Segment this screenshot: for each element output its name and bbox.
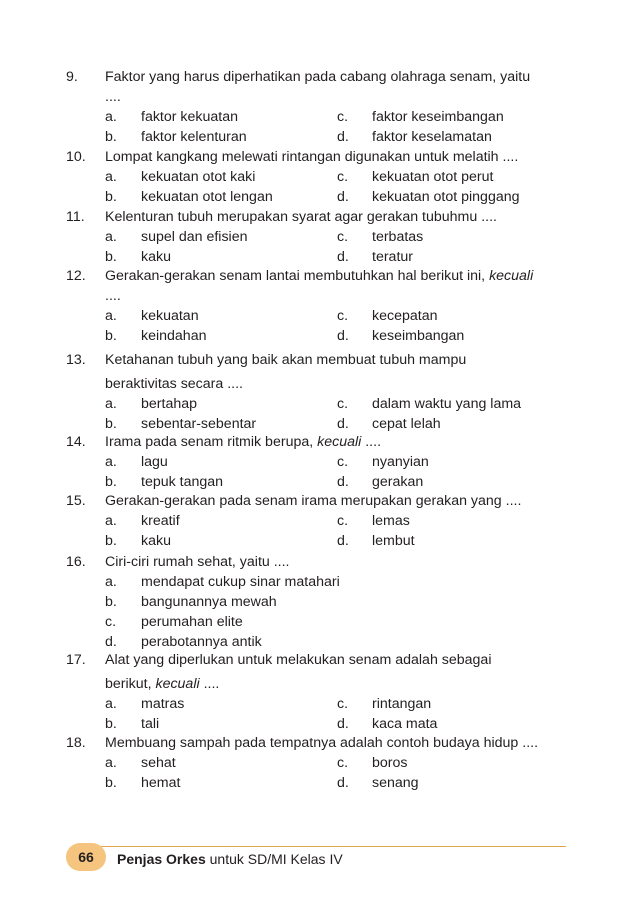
option-text: kekuatan <box>141 308 199 324</box>
question-stem: Gerakan-gerakan senam lantai membutuhkan hal berikut ini, kecuali <box>105 268 534 284</box>
option-text: kekuatan otot kaki <box>141 169 256 185</box>
footer-book-title <box>117 849 343 869</box>
option-letter: b. <box>105 328 117 344</box>
question-stem: Irama pada senam ritmik berupa, kecuali .... <box>105 434 382 450</box>
question-16 <box>0 552 638 652</box>
option-letter: d. <box>337 474 349 490</box>
option-text: terbatas <box>372 229 424 245</box>
option-text: faktor keseimbangan <box>372 109 504 125</box>
option-text: faktor kekuatan <box>141 109 239 125</box>
question-stem: Membuang sampah pada tempatnya adalah contoh budaya hidup .... <box>105 735 539 751</box>
option-text: boros <box>372 755 408 771</box>
question-stem-continued: beraktivitas secara .... <box>105 376 243 392</box>
option-letter: a. <box>105 109 117 125</box>
footer-divider <box>98 846 566 847</box>
question-14 <box>0 432 638 492</box>
question-number: 16. <box>66 554 86 570</box>
question-stem: Ketahanan tubuh yang baik akan membuat tubuh mampu <box>105 352 467 368</box>
option-letter: c. <box>337 169 349 185</box>
option-letter: a. <box>105 696 117 712</box>
question-11 <box>0 207 638 267</box>
page-number-badge: 66 <box>66 843 106 871</box>
emphasis-word: kecuali <box>317 434 362 450</box>
question-stem-continued: .... <box>105 288 121 304</box>
question-number: 11. <box>66 209 85 225</box>
option-letter: a. <box>105 308 117 324</box>
book-subtitle: untuk SD/MI Kelas IV <box>205 851 343 867</box>
option-letter: a. <box>105 169 117 185</box>
question-number: 13. <box>66 352 86 368</box>
option-text: tali <box>141 716 160 732</box>
question-stem: Kelenturan tubuh merupakan syarat agar gerakan tubuhmu .... <box>105 209 497 225</box>
option-letter: a. <box>105 513 117 529</box>
question-stem: Lompat kangkang melewati rintangan digunakan untuk melatih .... <box>105 149 519 165</box>
question-number: 17. <box>66 652 86 668</box>
option-text: mendapat cukup sinar matahari <box>141 574 340 590</box>
option-text: sebentar-sebentar <box>141 416 257 432</box>
option-letter: b. <box>105 533 117 549</box>
option-letter: c. <box>337 513 349 529</box>
option-text: kekuatan otot pinggang <box>372 189 520 205</box>
emphasis-word: kecuali <box>489 268 534 284</box>
option-text: senang <box>372 775 419 791</box>
question-stem: Alat yang diperlukan untuk melakukan senam adalah sebagai <box>105 652 492 668</box>
option-letter: c. <box>337 454 349 470</box>
option-letter: c. <box>105 614 117 630</box>
option-text: lembut <box>372 533 415 549</box>
question-number: 14. <box>66 434 86 450</box>
emphasis-word: kecuali <box>155 676 200 692</box>
question-stem: Gerakan-gerakan pada senam irama merupakan gerakan yang .... <box>105 493 522 509</box>
question-12 <box>0 266 638 346</box>
option-text: rintangan <box>372 696 432 712</box>
option-text: lemas <box>372 513 410 529</box>
option-letter: d. <box>105 634 117 650</box>
option-text: faktor keselamatan <box>372 129 492 145</box>
option-text: perumahan elite <box>141 614 243 630</box>
question-9 <box>0 67 638 147</box>
option-letter: b. <box>105 474 117 490</box>
option-text: teratur <box>372 249 414 265</box>
option-letter: d. <box>337 129 349 145</box>
option-text: kekuatan otot perut <box>372 169 494 185</box>
option-letter: a. <box>105 454 117 470</box>
option-letter: c. <box>337 696 349 712</box>
option-text: matras <box>141 696 185 712</box>
option-letter: a. <box>105 755 117 771</box>
option-letter: d. <box>337 189 349 205</box>
question-stem: Ciri-ciri rumah sehat, yaitu .... <box>105 554 290 570</box>
option-text: kekuatan otot lengan <box>141 189 273 205</box>
option-letter: b. <box>105 775 117 791</box>
question-13 <box>0 350 638 434</box>
question-number: 10. <box>66 149 86 165</box>
question-15 <box>0 491 638 551</box>
option-text: tepuk tangan <box>141 474 224 490</box>
option-letter: a. <box>105 396 117 412</box>
option-letter: c. <box>337 396 349 412</box>
option-text: supel dan efisien <box>141 229 248 245</box>
option-text: keindahan <box>141 328 207 344</box>
question-number: 18. <box>66 735 86 751</box>
option-text: kaku <box>141 533 171 549</box>
question-number: 12. <box>66 268 86 284</box>
question-17 <box>0 650 638 734</box>
option-letter: b. <box>105 416 117 432</box>
option-letter: c. <box>337 109 349 125</box>
option-letter: a. <box>105 229 117 245</box>
option-text: dalam waktu yang lama <box>372 396 522 412</box>
option-letter: b. <box>105 129 117 145</box>
option-text: gerakan <box>372 474 424 490</box>
option-letter: d. <box>337 328 349 344</box>
question-stem-continued: .... <box>105 89 121 105</box>
question-10 <box>0 147 638 207</box>
option-letter: a. <box>105 574 117 590</box>
option-text: kaku <box>141 249 171 265</box>
option-text: bangunannya mewah <box>141 594 277 610</box>
option-letter: c. <box>337 755 349 771</box>
option-letter: d. <box>337 249 349 265</box>
option-text: kaca mata <box>372 716 438 732</box>
book-title: Penjas Orkes <box>117 851 206 867</box>
option-letter: d. <box>337 416 349 432</box>
option-letter: b. <box>105 189 117 205</box>
option-letter: b. <box>105 594 117 610</box>
option-text: cepat lelah <box>372 416 441 432</box>
option-text: perabotannya antik <box>141 634 262 650</box>
question-18 <box>0 733 638 793</box>
option-text: bertahap <box>141 396 198 412</box>
option-text: kreatif <box>141 513 180 529</box>
option-text: hemat <box>141 775 181 791</box>
option-letter: d. <box>337 533 349 549</box>
option-text: lagu <box>141 454 168 470</box>
option-letter: d. <box>337 716 349 732</box>
option-text: nyanyian <box>372 454 429 470</box>
option-letter: b. <box>105 716 117 732</box>
option-letter: c. <box>337 229 349 245</box>
option-letter: d. <box>337 775 349 791</box>
option-letter: c. <box>337 308 349 324</box>
option-text: faktor kelenturan <box>141 129 247 145</box>
option-letter: b. <box>105 249 117 265</box>
option-text: kecepatan <box>372 308 438 324</box>
question-stem: Faktor yang harus diperhatikan pada cabang olahraga senam, yaitu <box>105 69 531 85</box>
option-text: sehat <box>141 755 176 771</box>
question-number: 15. <box>66 493 86 509</box>
option-text: keseimbangan <box>372 328 465 344</box>
question-number: 9. <box>66 69 78 85</box>
question-stem-continued: berikut, kecuali .... <box>105 676 220 692</box>
